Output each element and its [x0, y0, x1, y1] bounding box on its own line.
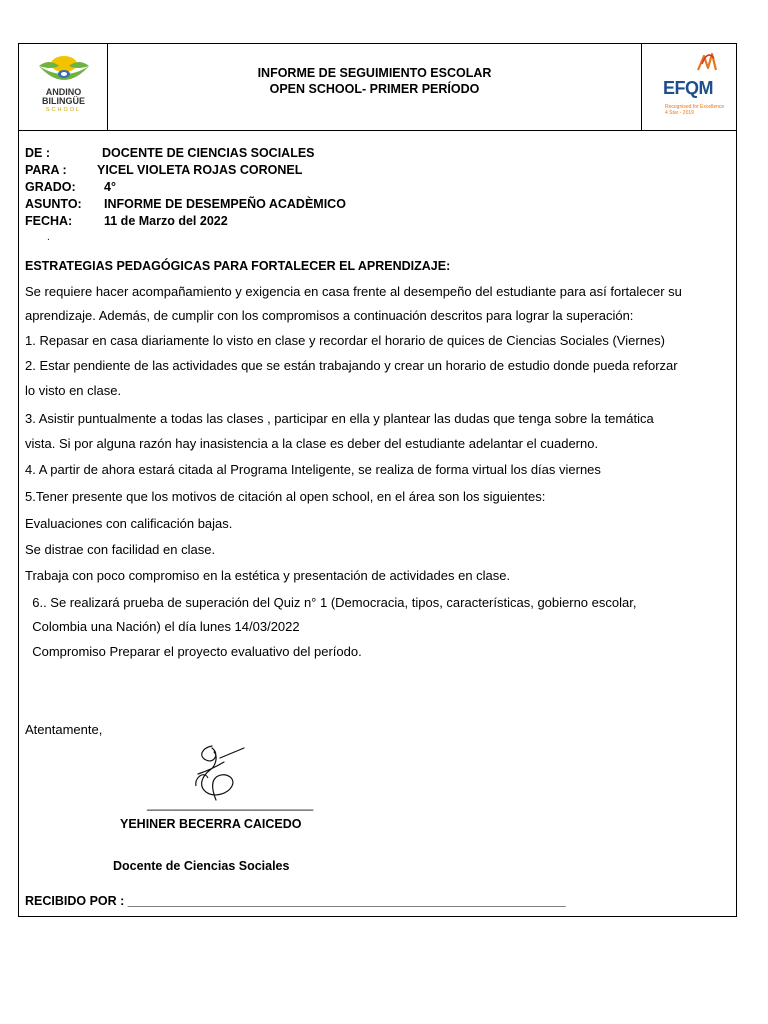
signer-name: YEHINER BECERRA CAICEDO	[120, 817, 302, 831]
report-title-line2: OPEN SCHOOL- PRIMER PERÍODO	[269, 82, 480, 96]
body-line: 5.Tener presente que los motivos de citación al open school, en el área son los siguientes:	[25, 489, 546, 504]
signer-role: Docente de Ciencias Sociales	[113, 859, 290, 873]
body-line: Evaluaciones con calificación bajas.	[25, 516, 233, 531]
strategies-heading: ESTRATEGIAS PEDAGÓGICAS PARA FORTALECER EL APRENDIZAJE:	[25, 259, 451, 273]
andino-name-line3: SCHOOL	[45, 107, 82, 113]
meta-de-label: DE :	[25, 146, 50, 160]
andino-name-line2: BILINGÜE	[41, 96, 85, 106]
signature-image	[184, 742, 254, 808]
efqm-wordmark: EFQM	[663, 78, 713, 98]
meta-fecha-value: 11 de Marzo del 2022	[104, 214, 228, 228]
report-header	[19, 44, 736, 131]
efqm-logo	[641, 44, 736, 130]
body-line: aprendizaje. Además, de cumplir con los compromisos a continuación descritos para lograr la superación:	[25, 308, 634, 323]
signature-line: _______________________	[147, 796, 314, 811]
body-line: Trabaja con poco compromiso en la estética y presentación de actividades en clase.	[25, 568, 511, 583]
body-line: Se distrae con facilidad en clase.	[25, 542, 216, 557]
body-line: 4. A partir de ahora estará citada al Programa Inteligente, se realiza de forma virtual los días viernes	[25, 462, 601, 477]
body-line: 2. Estar pendiente de las actividades que se están trabajando y crear un horario de estudio donde pueda reforzar	[25, 358, 678, 373]
body-line: 3. Asistir puntualmente a todas las clases , participar en ella y plantear las dudas que tenga sobre la temática	[25, 411, 654, 426]
meta-asunto-value: INFORME DE DESEMPEÑO ACADÈMICO	[104, 197, 346, 211]
report-document	[18, 43, 737, 917]
meta-para-label: PARA :	[25, 163, 67, 177]
andino-name-line1: ANDINO	[45, 87, 82, 97]
body-line: Colombia una Nación) el día lunes 14/03/2022	[25, 619, 300, 634]
andino-logo	[19, 44, 108, 130]
body-line: vista. Si por alguna razón hay inasistencia a la clase es deber del estudiante adelantar el cuaderno.	[25, 436, 599, 451]
efqm-subtitle-line1: Recognised for Excellence	[665, 104, 725, 110]
meta-grado-label: GRADO:	[25, 180, 76, 194]
body-line: lo visto en clase.	[25, 383, 122, 398]
meta-grado-value: 4°	[104, 180, 116, 194]
meta-asunto-label: ASUNTO:	[25, 197, 82, 211]
body-line: Se requiere hacer acompañamiento y exigencia en casa frente al desempeño del estudiante para así fortalecer su	[25, 284, 682, 299]
body-line: 6.. Se realizará prueba de superación del Quiz n° 1 (Democracia, tipos, características, gobierno escolar,	[25, 595, 637, 610]
efqm-subtitle	[665, 105, 724, 116]
received-by-line: RECIBIDO POR : _______________________________________________________________	[25, 894, 566, 908]
body-line: Compromiso Preparar el proyecto evaluativo del período.	[25, 644, 362, 659]
meta-para-value: YICEL VIOLETA ROJAS CORONEL	[97, 163, 303, 177]
body-line: 1. Repasar en casa diariamente lo visto en clase y recordar el horario de quices de Ciencias Sociales (Viernes)	[25, 333, 665, 348]
meta-dot: .	[47, 232, 50, 243]
report-title	[108, 65, 641, 97]
meta-fecha-label: FECHA:	[25, 214, 73, 228]
efqm-subtitle-line2: 4 Star - 2019	[665, 109, 694, 116]
salutation: Atentamente,	[25, 722, 103, 737]
report-title-line1: INFORME DE SEGUIMIENTO ESCOLAR	[257, 66, 492, 80]
meta-de-value: DOCENTE DE CIENCIAS SOCIALES	[102, 146, 315, 160]
